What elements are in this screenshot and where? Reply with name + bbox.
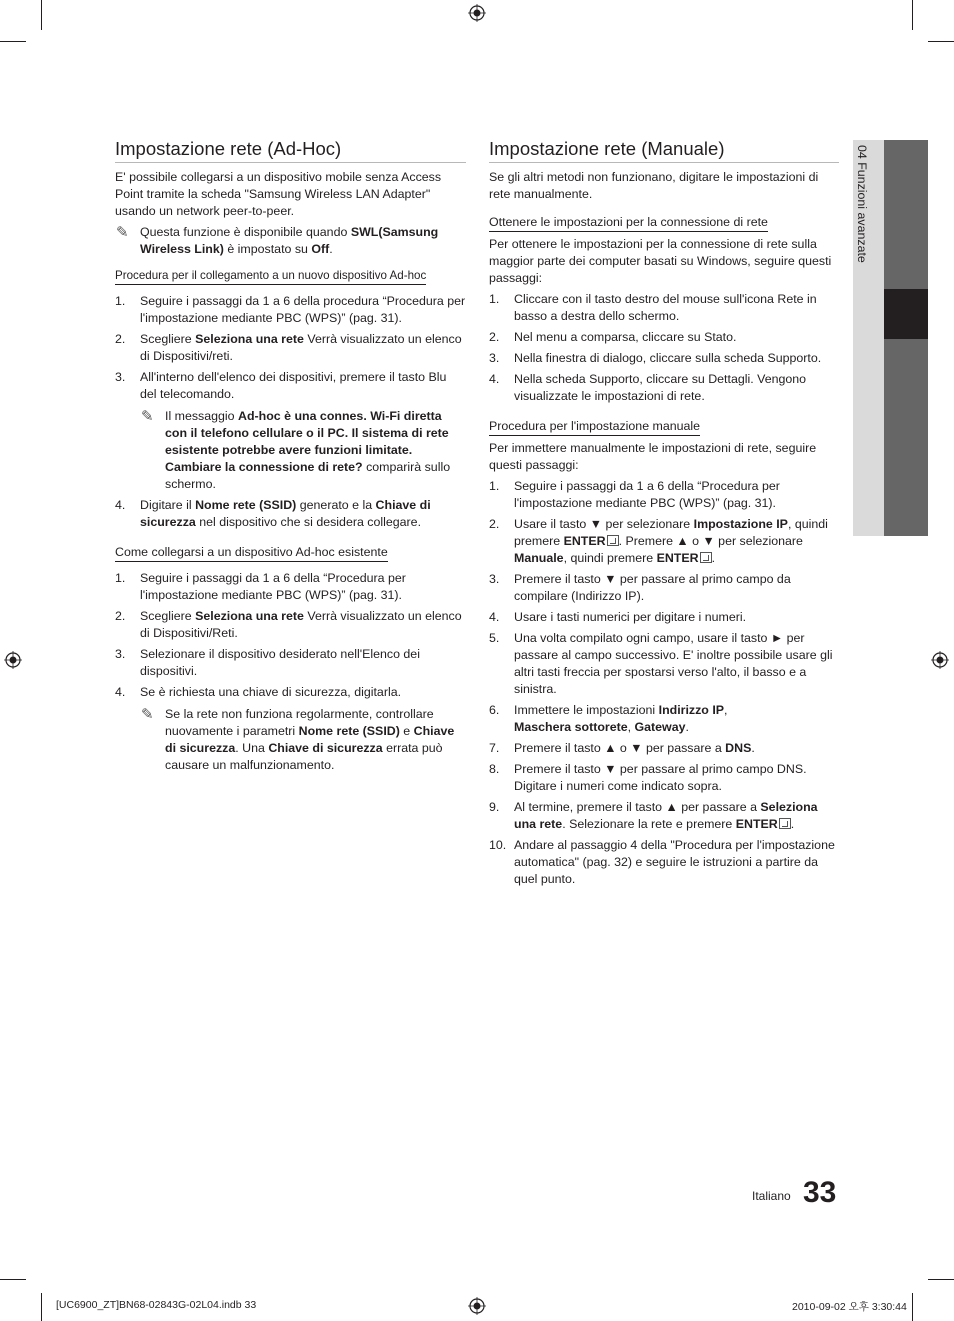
- list-item: 3. Premere il tasto ▼ per passare al primo campo da compilare (Indirizzo IP).: [489, 572, 791, 603]
- list-item: 4. Se è richiesta una chiave di sicurezza, digitarla. ✎ Se la rete non funziona regolarmente, controllare nuovamente i parametri Nome rete (SSID) e Chiave di sicurezza. Una Chiave di sicurezza errata può causare un malfunzionamento.: [115, 684, 466, 774]
- section-title-manual: Impostazione rete (Manuale): [489, 138, 839, 163]
- list-item: 3. Selezionare il dispositivo desiderato nell'Elenco dei dispositivi.: [115, 647, 420, 678]
- subheading-new-adhoc: Procedura per il collegamento a un nuovo dispositivo Ad-hoc: [115, 268, 426, 285]
- list-item: 1. Seguire i passaggi da 1 a 6 della procedura “Procedura per l'impostazione mediante PBC (WPS)” (pag. 31).: [115, 294, 466, 325]
- crop-mark: [928, 1279, 954, 1280]
- list-item: 5. Una volta compilato ogni campo, usare il tasto ► per passare al campo successivo. E' inoltre possibile usare gli altri tasti freccia per spostarsi verso l'alto, il basso e a sinistra.: [489, 631, 833, 696]
- note-network-check: ✎ Se la rete non funziona regolarmente, controllare nuovamente i parametri Nome rete (SSID) e Chiave di sicurezza. Una Chiave di sicurezza errata può causare un malfunzionamento.: [141, 706, 455, 772]
- crop-mark: [41, 1293, 42, 1321]
- steps-manual-procedure: [489, 478, 839, 888]
- steps-new-adhoc: [115, 293, 466, 531]
- steps-get-settings: [489, 291, 839, 405]
- steps-existing-adhoc: [115, 570, 466, 774]
- manual-procedure-intro: Per immettere manualmente le impostazioni di rete, seguire questi passaggi:: [489, 441, 817, 472]
- list-item: 2. Scegliere Seleziona una rete Verrà visualizzato un elenco di Dispositivi/Reti.: [115, 609, 462, 640]
- list-item: 8. Premere il tasto ▼ per passare al primo campo DNS. Digitare i numeri come indicato sopra.: [489, 762, 807, 793]
- pencil-note-icon: ✎: [141, 408, 154, 425]
- crop-mark: [912, 1293, 913, 1321]
- footer-language: Italiano: [752, 1189, 791, 1203]
- note-swl: ✎ Questa funzione è disponibile quando SWL(Samsung Wireless Link) è impostato su Off.: [116, 224, 439, 256]
- pencil-note-icon: ✎: [141, 706, 154, 723]
- list-item: 10. Andare al passaggio 4 della "Procedura per l'impostazione automatica" (pag. 32) e seguire le istruzioni a partire da quel punto.: [489, 838, 835, 886]
- subheading-manual-procedure: Procedura per l'impostazione manuale: [489, 419, 700, 436]
- list-item: 7. Premere il tasto ▲ o ▼ per passare a DNS.: [489, 741, 755, 755]
- registration-mark-icon: [468, 1297, 486, 1315]
- chapter-label: 04 Funzioni avanzate: [855, 145, 869, 263]
- crop-mark: [928, 41, 954, 42]
- list-item: 3. All'interno dell'elenco dei dispositivi, premere il tasto Blu del telecomando. ✎ Il messaggio Ad-hoc è una connes. Wi-Fi diretta con il telefono cellulare o il PC. Il sistema di rete esistente potrebbe avere funzioni limitate. Cambiare la connessione di rete? comparirà sullo schermo.: [115, 369, 466, 493]
- enter-key-icon: [779, 818, 791, 829]
- crop-mark: [41, 0, 42, 30]
- list-item: 2. Nel menu a comparsa, cliccare su Stato.: [489, 330, 737, 344]
- manual-intro: Se gli altri metodi non funzionano, digitare le impostazioni di rete manualmente.: [489, 170, 819, 201]
- right-column: [489, 138, 839, 888]
- note-adhoc-message: ✎ Il messaggio Ad-hoc è una connes. Wi-Fi diretta con il telefono cellulare o il PC. Il sistema di rete esistente potrebbe avere funzioni limitate. Cambiare la connessione di rete? comparirà sullo schermo.: [141, 408, 451, 491]
- list-item: 1. Seguire i passaggi da 1 a 6 della “Procedura per l'impostazione mediante PBC (WPS)” (pag. 31).: [115, 571, 406, 602]
- adhoc-intro: E' possibile collegarsi a un dispositivo mobile senza Access Point tramite la scheda "Samsung Wireless LAN Adapter" usando un network peer-to-peer.: [115, 170, 442, 218]
- list-item: 1. Seguire i passaggi da 1 a 6 della “Procedura per l'impostazione mediante PBC (WPS)” (pag. 31).: [489, 479, 780, 510]
- enter-key-icon: [607, 535, 619, 546]
- subheading-existing-adhoc: Come collegarsi a un dispositivo Ad-hoc esistente: [115, 545, 388, 562]
- list-item: 4. Nella scheda Supporto, cliccare su Dettagli. Vengono visualizzate le impostazioni di rete.: [489, 372, 807, 403]
- list-item: 6. Immettere le impostazioni Indirizzo IP, Maschera sottorete, Gateway.: [489, 703, 728, 734]
- list-item: 4. Digitare il Nome rete (SSID) generato e la Chiave di sicurezza nel dispositivo che si desidera collegare.: [115, 498, 431, 529]
- left-column: [115, 138, 466, 774]
- enter-key-icon: [700, 552, 712, 563]
- list-item: 9. Al termine, premere il tasto ▲ per passare a Seleziona una rete. Selezionare la rete e premere ENTER .: [489, 800, 818, 831]
- print-timestamp: 2010-09-02 오후 3:30:44: [792, 1301, 907, 1313]
- list-item: 1. Cliccare con il tasto destro del mouse sull'icona Rete in basso a destra dello schermo.: [489, 292, 817, 323]
- section-title-adhoc: Impostazione rete (Ad-Hoc): [115, 138, 466, 163]
- crop-mark: [0, 1279, 26, 1280]
- get-settings-intro: Per ottenere le impostazioni per la connessione di rete sulla maggior parte dei computer basati su Windows, seguire questi passaggi:: [489, 237, 832, 285]
- list-item: 3. Nella finestra di dialogo, cliccare sulla scheda Supporto.: [489, 351, 822, 365]
- subheading-get-settings: Ottenere le impostazioni per la connessione di rete: [489, 215, 768, 232]
- registration-mark-icon: [468, 4, 486, 22]
- list-item: 2. Usare il tasto ▼ per selezionare Impostazione IP, quindi premere ENTER . Premere ▲ o ▼ per selezionare Manuale, quindi premere ENTER .: [489, 517, 828, 565]
- print-file-info: [UC6900_ZT]BN68-02843G-02L04.indb 33: [56, 1299, 257, 1311]
- list-item: 2. Scegliere Seleziona una rete Verrà visualizzato un elenco di Dispositivi/reti.: [115, 332, 462, 363]
- crop-mark: [912, 0, 913, 30]
- chapter-tab-marker: [884, 289, 928, 339]
- pencil-note-icon: ✎: [116, 224, 129, 241]
- registration-mark-icon: [4, 651, 22, 669]
- list-item: 4. Usare i tasti numerici per digitare i numeri.: [489, 610, 747, 624]
- crop-mark: [0, 41, 26, 42]
- page-number: 33: [803, 1176, 837, 1209]
- registration-mark-icon: [931, 651, 949, 669]
